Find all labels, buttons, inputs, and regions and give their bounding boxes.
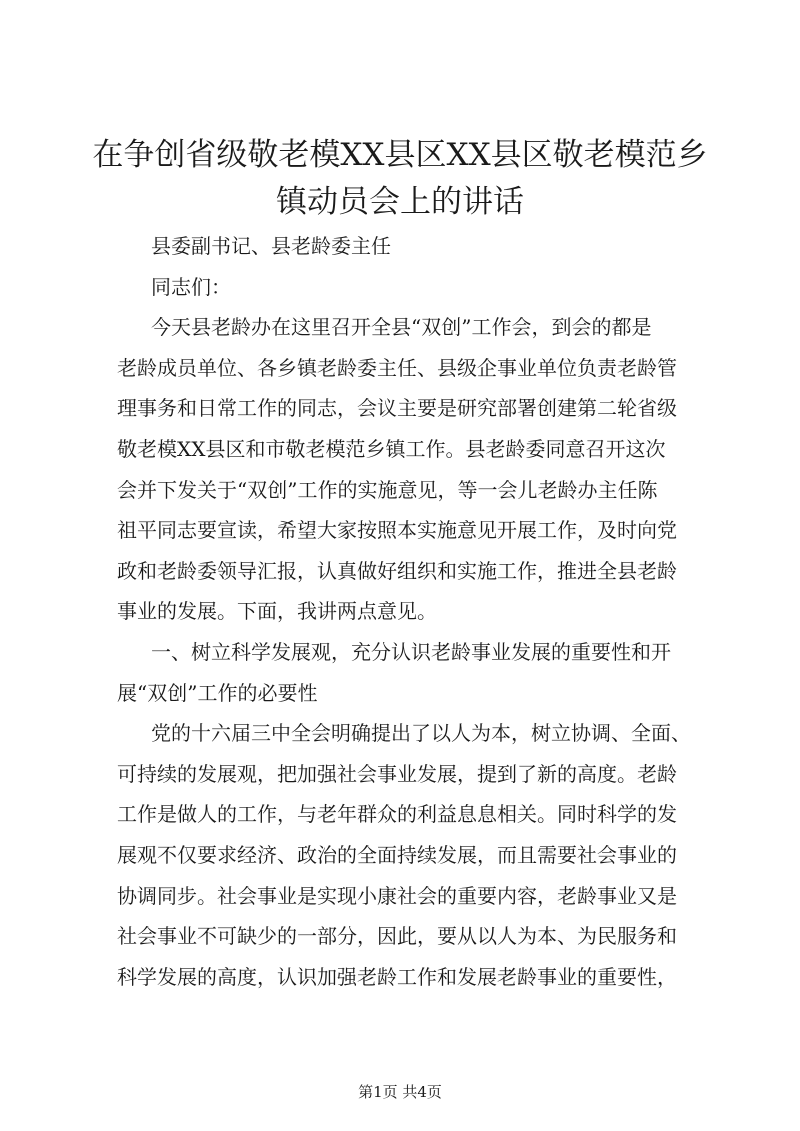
body-line: 县委副书记、县老龄委主任	[151, 234, 391, 258]
body-line: 事业的发展。下面，我讲两点意见。	[117, 599, 437, 624]
body-line: 今天县老龄办在这里召开全县“双创”工作会，到会的都是	[151, 315, 652, 340]
body-line: 协调同步。社会事业是实现小康社会的重要内容，老龄事业又是	[117, 883, 677, 908]
body-line: 老龄成员单位、各乡镇老龄委主任、县级企事业单位负责老龄管	[117, 355, 677, 380]
body-line: 理事务和日常工作的同志，会议主要是研究部署创建第二轮省级	[117, 396, 677, 421]
body-line: 政和老龄委领导汇报，认真做好组织和实施工作，推进全县老龄	[117, 558, 677, 583]
body-line: 祖平同志要宣读，希望大家按照本实施意见开展工作，及时向党	[117, 518, 677, 543]
body-line: 展“双创”工作的必要性	[117, 680, 318, 705]
document-body	[117, 226, 717, 997]
title-line: 在争创省级敬老模XX县区XX县区敬老模范乡	[92, 137, 708, 173]
body-line: 会并下发关于“双创”工作的实施意见，等一会儿老龄办主任陈	[117, 477, 658, 502]
page-footer: 第1页 共4页	[358, 1083, 442, 1101]
document-title	[90, 132, 710, 226]
body-line: 敬老模XX县区和市敬老模范乡镇工作。县老龄委同意召开这次	[117, 436, 666, 461]
body-line: 一、树立科学发展观，充分认识老龄事业发展的重要性和开	[151, 639, 671, 664]
body-line: 可持续的发展观，把加强社会事业发展，提到了新的高度。老龄	[117, 761, 677, 786]
body-line: 党的十六届三中全会明确提出了以人为本，树立协调、全面、	[151, 721, 691, 746]
body-line: 同志们：	[151, 274, 231, 299]
body-line: 展观不仅要求经济、政治的全面持续发展，而且需要社会事业的	[117, 842, 677, 867]
title-line: 镇动员会上的讲话	[276, 184, 524, 220]
body-line: 科学发展的高度，认识加强老龄工作和发展老龄事业的重要性，	[117, 964, 677, 989]
body-line: 社会事业不可缺少的一部分，因此，要从以人为本、为民服务和	[117, 924, 677, 949]
body-line: 工作是做人的工作，与老年群众的利益息息相关。同时科学的发	[117, 802, 677, 827]
